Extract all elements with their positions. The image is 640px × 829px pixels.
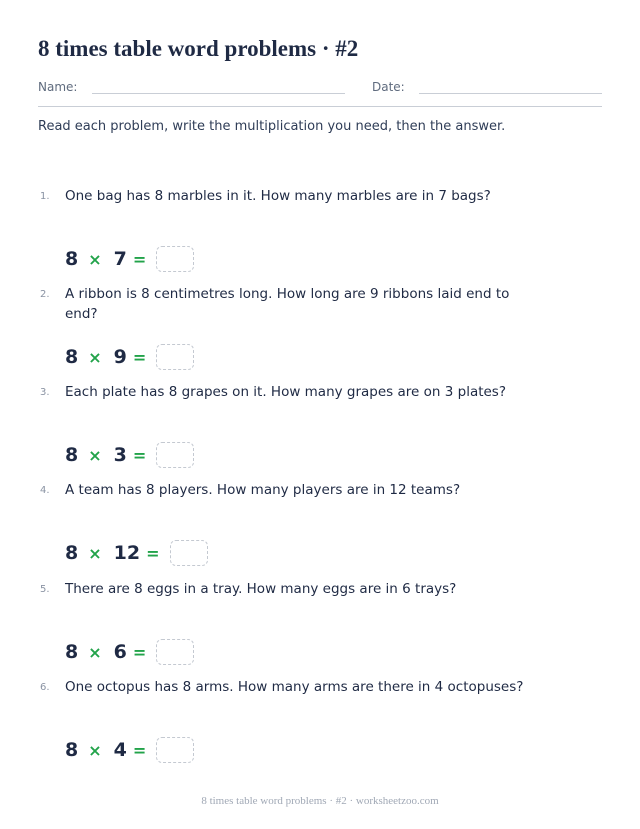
problem-text: One bag has 8 marbles in it. How many marbles are in 7 bags? [65, 188, 491, 204]
equation [65, 639, 194, 665]
factor-a: 8 [65, 542, 79, 564]
factor-b: 12 [113, 542, 141, 564]
factor-a: 8 [65, 641, 79, 663]
problem-text: Each plate has 8 grapes on it. How many grapes are on 3 plates? [65, 384, 507, 400]
answer-box[interactable] [156, 737, 194, 763]
factor-b: 4 [113, 739, 127, 761]
equation [65, 442, 194, 468]
problem-text: There are 8 eggs in a tray. How many eggs are in 6 trays? [65, 581, 457, 597]
header-divider [38, 106, 602, 107]
date-label: Date: [372, 80, 405, 94]
problem-number: 6. [40, 682, 50, 693]
page-title: 8 times table word problems · #2 [38, 36, 359, 61]
answer-box[interactable] [170, 540, 208, 566]
times-sign: × [88, 445, 102, 465]
factor-a: 8 [65, 739, 79, 761]
answer-box[interactable] [156, 344, 194, 370]
problem-number: 4. [40, 485, 50, 496]
factor-b: 9 [113, 346, 127, 368]
problem-number: 3. [40, 387, 50, 398]
factor-b: 6 [113, 641, 127, 663]
times-sign: × [88, 642, 102, 662]
times-sign: × [88, 249, 102, 269]
name-field[interactable] [92, 93, 345, 94]
times-sign: × [88, 543, 102, 563]
problem-text: A ribbon is 8 centimetres long. How long are 9 ribbons laid end to end? [65, 286, 510, 322]
problem-text: One octopus has 8 arms. How many arms are there in 4 octopuses? [65, 679, 524, 695]
problem-number: 1. [40, 191, 50, 202]
problem-number: 5. [40, 584, 50, 595]
times-sign: × [88, 740, 102, 760]
equation [65, 344, 194, 370]
factor-a: 8 [65, 248, 79, 270]
problem-number: 2. [40, 289, 50, 300]
date-field[interactable] [419, 93, 602, 94]
equals-sign: = [132, 445, 147, 465]
name-label: Name: [38, 80, 78, 94]
answer-box[interactable] [156, 442, 194, 468]
footer: 8 times table word problems · #2 · worksheetzoo.com [201, 795, 439, 807]
equation [65, 540, 208, 566]
factor-a: 8 [65, 444, 79, 466]
answer-box[interactable] [156, 246, 194, 272]
problem-text: A team has 8 players. How many players are in 12 teams? [65, 482, 461, 498]
equals-sign: = [132, 740, 147, 760]
factor-b: 3 [113, 444, 127, 466]
equals-sign: = [132, 249, 147, 269]
equals-sign: = [132, 642, 147, 662]
equation [65, 246, 194, 272]
times-sign: × [88, 347, 102, 367]
equation [65, 737, 194, 763]
factor-b: 7 [113, 248, 127, 270]
instructions: Read each problem, write the multiplication you need, then the answer. [38, 119, 506, 134]
equals-sign: = [132, 347, 147, 367]
equals-sign: = [146, 543, 160, 563]
answer-box[interactable] [156, 639, 194, 665]
factor-a: 8 [65, 346, 79, 368]
